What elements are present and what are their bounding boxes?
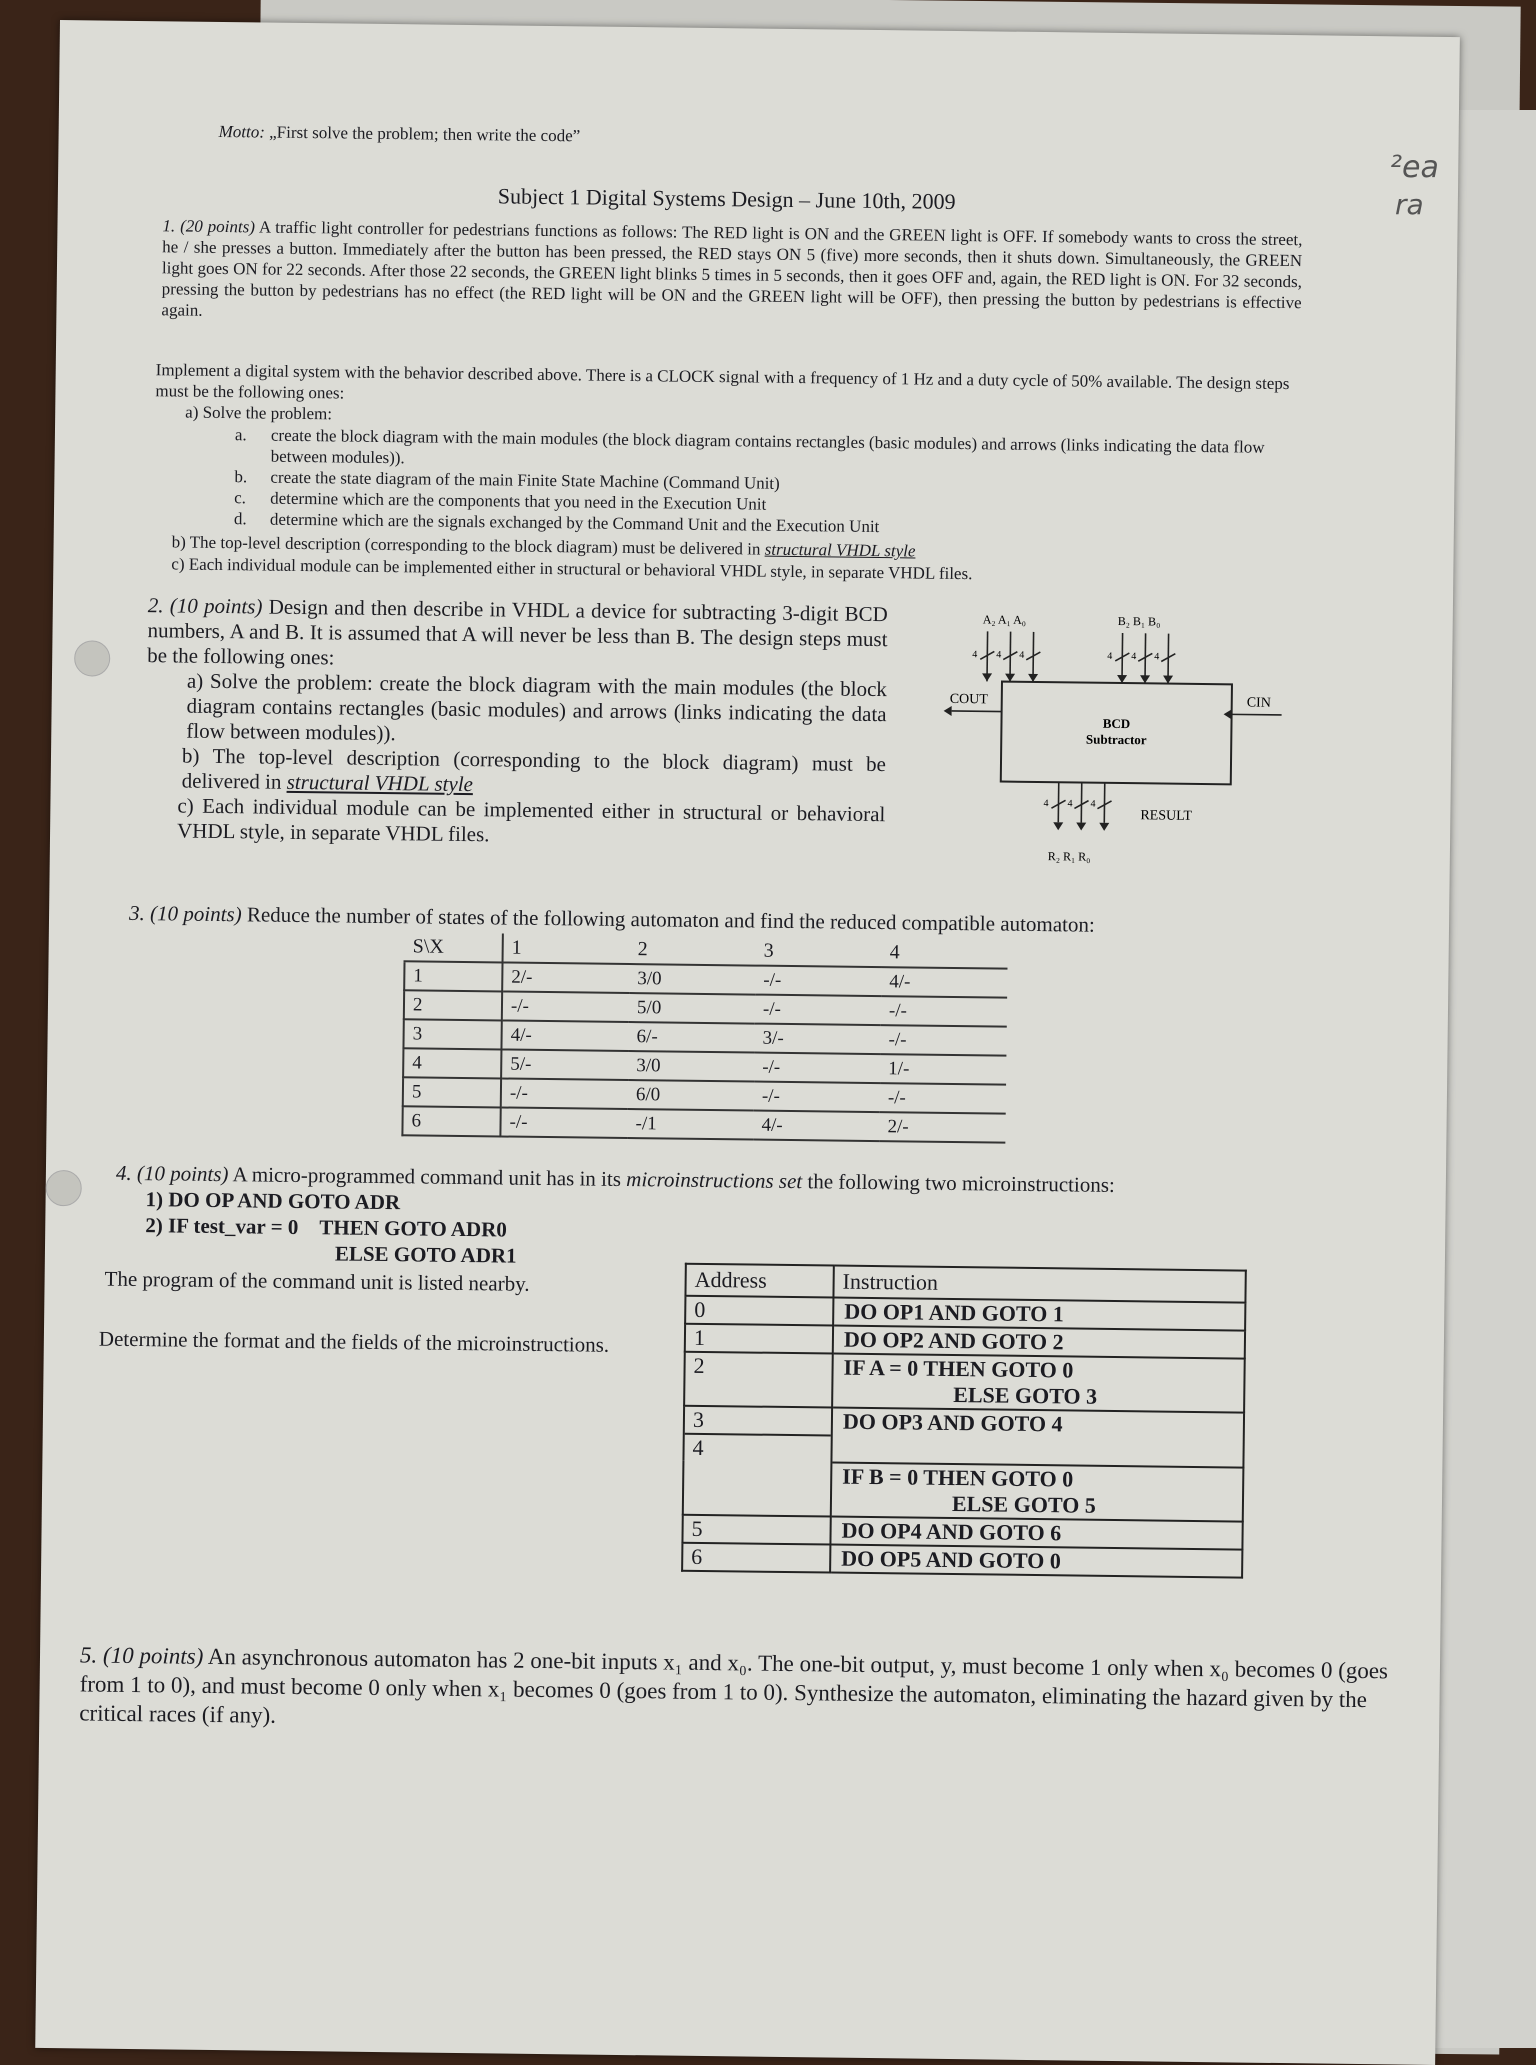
q4-head: 4. (10 points): [116, 1161, 229, 1186]
q5-statement: [79, 1640, 1410, 1743]
table-row: 3 4/- 6/- 3/- -/-: [403, 1019, 1006, 1055]
q4-instr-2-else: ELSE GOTO ADR1: [335, 1241, 517, 1268]
q3-text: Reduce the number of states of the following automaton and find the reduced compatible automaton:: [247, 902, 1095, 936]
table-row: IF B = 0 THEN GOTO 0 ELSE GOTO 5: [683, 1461, 1244, 1522]
result-label: RESULT: [1140, 808, 1192, 824]
margin-note-1: ²ea: [1390, 150, 1439, 185]
svg-text:4: 4: [1107, 651, 1112, 662]
q2-block: [145, 593, 888, 852]
q2-part-a: a) Solve the problem: create the block diagram with the main modules (the block diagram contains rectangles (basic modules) and arrows (links indicating the data flow between modules)).: [146, 668, 887, 752]
q2-head: 2. (10 points): [148, 593, 263, 618]
b-input-labels: B₂ B₁ B₀: [1118, 614, 1161, 629]
q1-vhdl-style: structural VHDL style: [765, 540, 916, 561]
q1-subitem: a. create the block diagram with the main modules (the block diagram contains rectangles (basic modules) and arrows (links indicating the data flow between modules)).: [235, 424, 1285, 479]
q3-statement: [129, 901, 1329, 941]
q2-vhdl-style: structural VHDL style: [287, 770, 474, 796]
table-row: 1 DO OP2 AND GOTO 2: [685, 1324, 1245, 1359]
r-output-labels: R₂ R₁ R₀: [1048, 849, 1091, 864]
table-row: 0 DO OP1 AND GOTO 1: [685, 1296, 1245, 1331]
table-row: 5 DO OP4 AND GOTO 6: [682, 1515, 1242, 1550]
svg-text:4: 4: [1154, 651, 1159, 662]
microprogram-table: [681, 1263, 1247, 1579]
q1-subitem: c. determine which are the components that you need in the Execution Unit: [234, 487, 1284, 521]
q4-statement: 4. (10 points) A micro-programmed command unit has in its microinstructions set the following two microinstructions:: [116, 1161, 1356, 1201]
bus-width-labels: [970, 649, 1159, 810]
svg-text:4: 4: [1131, 651, 1136, 662]
table-row: 2 -/- 5/0 -/- -/-: [404, 990, 1007, 1026]
table-row: 3 4 DO OP3 AND GOTO 4: [683, 1406, 1244, 1468]
q5-text: An asynchronous automaton has 2 one-bit inputs x₁ and x₀. The one-bit output, y, must become 1 only when x₀ becomes 0 (goes from 1 to 0), and must become 0 only when x₁ becomes 0 (goes from 1 to 0). Synthesize the automaton, eliminating the hazard given by the critical races (if any).: [79, 1644, 1388, 1728]
cin-label: CIN: [1247, 696, 1271, 711]
q1-text: A traffic light controller for pedestrians functions as follows: The RED light is ON and the GREEN light is OFF. If somebody wants to cross the street, he / she presses a button. Immediately after the button has been pressed, the RED stays ON 5 (five) more seconds, then it shuts down. Simultaneously, the GREEN light goes ON for 22 seconds. After those 22 seconds, the GREEN light blinks 5 times in 5 seconds, then it goes OFF and, again, the RED light is ON. For 32 seconds, pressing the button by pedestrians has no effect (the RED light will be ON and the GREEN light will be OFF), then pressing the button by pedestrians is effective again.: [161, 217, 1302, 319]
q1-subitem: d. determine which are the signals exchanged by the Command Unit and the Execution Unit: [234, 508, 1284, 542]
q5-head: 5. (10 points): [80, 1642, 204, 1669]
q1-part-a: a) Solve the problem:: [185, 402, 332, 425]
punch-hole-bottom: [46, 1170, 82, 1206]
svg-text:4: 4: [1019, 650, 1024, 661]
q1-statement: [161, 215, 1302, 334]
q4-listed: The program of the command unit is listed nearby.: [104, 1267, 529, 1297]
table-row: 1 2/- 3/0 -/- 4/-: [404, 961, 1007, 997]
q1-subitem: b. create the state diagram of the main Finite State Machine (Command Unit): [234, 466, 1284, 500]
q1-head: 1. (20 points): [162, 216, 255, 236]
exam-sheet: [35, 20, 1460, 2065]
bcd-subtractor-diagram: [940, 601, 1293, 875]
svg-text:4: 4: [1067, 798, 1072, 809]
cout-label: COUT: [950, 692, 989, 707]
table-row: 6 DO OP5 AND GOTO 0: [682, 1543, 1242, 1578]
q3-head: 3. (10 points): [129, 901, 242, 926]
q2-statement: [147, 593, 888, 677]
svg-text:4: 4: [996, 649, 1001, 660]
page-title: Subject 1 Digital Systems Design – June 10th, 2009: [498, 183, 956, 215]
box-title: BCD: [1103, 716, 1131, 731]
state-table-header: S\X 1 2 3 4: [405, 932, 1008, 968]
q2-part-b: b) The top-level description (corresponding to the block diagram) must be delivered in structural VHDL style: [146, 743, 887, 802]
table-row: 5 -/- 6/0 -/- -/-: [403, 1077, 1006, 1113]
a-input-labels: A₂ A₁ A₀: [983, 612, 1026, 627]
q4-instr-2: 2) IF test_var = 0 THEN GOTO ADR0: [145, 1213, 507, 1242]
state-table: [401, 932, 1007, 1143]
q1-subitems: [234, 424, 1285, 542]
q4-determine: Determine the format and the fields of the microinstructions.: [99, 1327, 610, 1358]
margin-note-2: ra: [1395, 188, 1424, 221]
svg-text:4: 4: [972, 649, 977, 660]
table-row: 4 5/- 3/0 -/- 1/-: [403, 1048, 1006, 1084]
table-row: 2 IF A = 0 THEN GOTO 0 ELSE GOTO 3: [684, 1352, 1245, 1413]
punch-hole-top: [74, 640, 110, 676]
q4-instr-1: 1) DO OP AND GOTO ADR: [145, 1187, 400, 1215]
q1-part-c: c) Each individual module can be implemented either in structural or behavioral VHDL style, in separate VHDL files.: [171, 553, 1351, 588]
motto-label: Motto:: [219, 122, 266, 142]
motto: [219, 122, 581, 146]
motto-text: „First solve the problem; then write the code”: [269, 123, 580, 146]
q1-part-b: b) The top-level description (corresponding to the block diagram) must be delivered in structural VHDL style: [172, 531, 1332, 566]
box-subtitle: Subtractor: [1086, 732, 1147, 748]
q2-text: Design and then describe in VHDL a device for subtracting 3-digit BCD numbers, A and B. It is assumed that A will never be less than B. The design steps must be the following ones:: [147, 595, 888, 670]
q1-implement: Implement a digital system with the behavior described above. There is a CLOCK signal with a frequency of 1 Hz and a duty cycle of 50% available. The design steps must be the following ones:: [155, 359, 1305, 415]
microprogram-header: Address Instruction: [685, 1264, 1245, 1303]
table-row: 6 -/- -/1 4/- 2/-: [402, 1106, 1005, 1142]
q2-part-c: c) Each individual module can be implemented either in structural or behavioral VHDL style, in separate VHDL files.: [145, 793, 886, 852]
svg-text:4: 4: [1090, 799, 1095, 810]
svg-text:4: 4: [1043, 798, 1048, 809]
